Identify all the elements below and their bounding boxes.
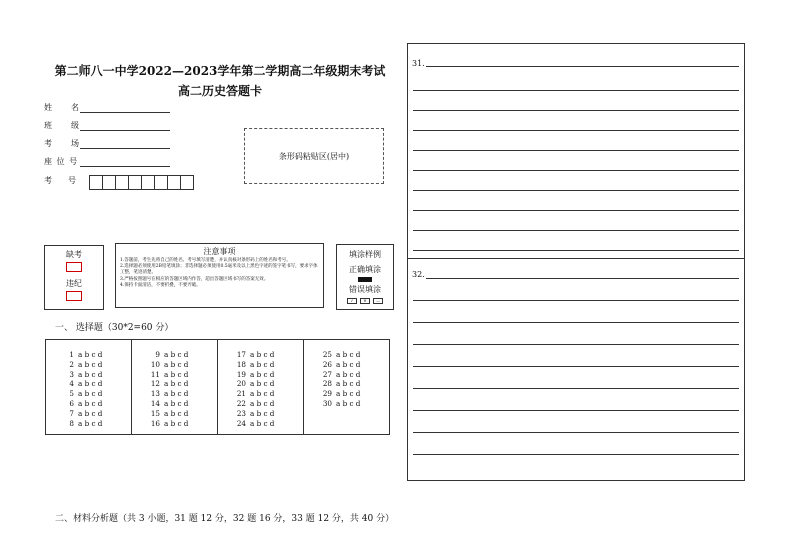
- exam-number-label: 考 号: [44, 176, 76, 185]
- notes-item: 4.保持卡面清洁，不要折叠，不要弄破。: [120, 282, 201, 288]
- room-field[interactable]: [44, 138, 170, 150]
- mc-question-row[interactable]: [318, 350, 389, 360]
- absent-box: [44, 245, 104, 310]
- mc-options[interactable]: a b c d: [78, 369, 103, 379]
- mc-question-row[interactable]: [146, 360, 217, 370]
- wrong-mark-icon: —: [373, 298, 383, 304]
- notes-box: [115, 243, 324, 308]
- section2-title: 二、材料分析题（共 3 小题，31 题 12 分，32 题 16 分，33 题 12 分，共 40 分）: [55, 514, 395, 524]
- mc-question-number: 27: [322, 369, 332, 379]
- mc-question-number: 2: [69, 359, 74, 369]
- section1-title: 一、 选择题（30*2=60 分）: [55, 323, 174, 333]
- notes-item: 3.严格按照题号在相应的答题区域内作答，超出答题区域书写的答案无效。: [120, 276, 269, 282]
- mc-question-number: 29: [322, 389, 332, 399]
- mc-options[interactable]: a b c d: [78, 389, 103, 399]
- mc-question-row[interactable]: [60, 409, 131, 419]
- violation-checkbox[interactable]: [66, 291, 82, 301]
- mc-question-number: 10: [150, 359, 160, 369]
- absent-label: 缺考: [66, 250, 82, 259]
- mc-question-number: 6: [69, 398, 74, 408]
- mc-question-number: 7: [69, 408, 74, 418]
- answer-line[interactable]: [413, 454, 739, 455]
- mc-question-row[interactable]: [146, 399, 217, 409]
- question-divider: [408, 258, 744, 259]
- answer-line[interactable]: [413, 300, 739, 301]
- mc-options[interactable]: a b c d: [164, 389, 189, 399]
- mc-column: [218, 340, 304, 434]
- mc-question-row[interactable]: [232, 360, 303, 370]
- mc-question-row[interactable]: [232, 409, 303, 419]
- mc-question-row[interactable]: [318, 379, 389, 389]
- mc-options[interactable]: a b c d: [78, 418, 103, 428]
- mc-question-row[interactable]: [318, 360, 389, 370]
- class-line[interactable]: [80, 121, 170, 131]
- seat-label: 座 位 号: [44, 157, 79, 166]
- mc-question-number: 26: [322, 359, 332, 369]
- mc-question-number: 14: [150, 398, 160, 408]
- mc-question-row[interactable]: [60, 389, 131, 399]
- mc-question-number: 21: [236, 389, 246, 399]
- absent-checkbox[interactable]: [66, 262, 82, 272]
- mc-question-number: 17: [236, 350, 246, 359]
- mc-options[interactable]: a b c d: [250, 398, 275, 408]
- question-31-label: 31.: [412, 59, 425, 68]
- mc-options[interactable]: a b c d: [78, 408, 103, 418]
- mc-options[interactable]: a b c d: [164, 350, 189, 359]
- correct-fill-label: 正确填涂: [349, 265, 381, 274]
- mc-options[interactable]: a b c d: [250, 359, 275, 369]
- mc-options[interactable]: a b c d: [78, 379, 103, 389]
- mc-question-number: 16: [150, 418, 160, 428]
- notes-item: 2.选择题必须使用2B铅笔填涂；非选择题必须使用0.5毫米及以上黑色字迹的签字笔书写，要求字体工整，笔迹清楚。: [120, 264, 318, 276]
- mc-question-number: 4: [69, 379, 74, 389]
- mc-question-row[interactable]: [232, 399, 303, 409]
- room-label: 考 场: [44, 139, 80, 148]
- answer-line[interactable]: [413, 210, 739, 211]
- mc-question-number: 20: [236, 379, 246, 389]
- mc-options[interactable]: a b c d: [336, 359, 361, 369]
- answer-line[interactable]: [413, 190, 739, 191]
- mc-question-number: 19: [236, 369, 246, 379]
- answer-line[interactable]: [426, 278, 739, 279]
- mc-column: [46, 340, 132, 434]
- answer-line[interactable]: [413, 250, 739, 251]
- mc-question-number: 15: [150, 408, 160, 418]
- answer-line[interactable]: [413, 170, 739, 171]
- mc-options[interactable]: a b c d: [78, 350, 103, 359]
- mc-question-row[interactable]: [232, 389, 303, 399]
- mc-column: [304, 340, 389, 434]
- mc-question-number: 18: [236, 359, 246, 369]
- mc-options[interactable]: a b c d: [164, 408, 189, 418]
- mc-question-number: 1: [69, 350, 74, 359]
- mc-question-row[interactable]: [146, 370, 217, 380]
- exam-number-digit[interactable]: [180, 175, 194, 190]
- mc-options[interactable]: a b c d: [250, 418, 275, 428]
- fill-sample-box: [336, 244, 394, 310]
- mc-question-row[interactable]: [60, 360, 131, 370]
- question-32-label: 32.: [412, 270, 425, 279]
- mc-question-number: 3: [69, 369, 74, 379]
- answer-line[interactable]: [413, 90, 739, 91]
- multiple-choice-grid: [45, 339, 390, 435]
- mc-question-number: 5: [69, 389, 74, 399]
- mc-question-row[interactable]: [60, 350, 131, 360]
- violation-label: 违纪: [66, 279, 82, 288]
- mc-question-number: 13: [150, 389, 160, 399]
- mc-options[interactable]: a b c d: [250, 379, 275, 389]
- mc-question-number: 23: [236, 408, 246, 418]
- exam-number-digit[interactable]: [141, 175, 155, 190]
- answer-line[interactable]: [426, 66, 739, 67]
- mc-question-row[interactable]: [318, 399, 389, 409]
- mc-options[interactable]: a b c d: [336, 369, 361, 379]
- answer-line[interactable]: [413, 432, 739, 433]
- mc-question-number: 28: [322, 379, 332, 389]
- answer-line[interactable]: [413, 150, 739, 151]
- mc-options[interactable]: a b c d: [336, 389, 361, 399]
- mc-options[interactable]: a b c d: [250, 408, 275, 418]
- mc-options[interactable]: a b c d: [164, 379, 189, 389]
- answer-line[interactable]: [413, 130, 739, 131]
- exam-title: 第二师八一中学2022—2023学年第二学期高二年级期末考试: [54, 64, 386, 78]
- notes-item: 1.答题前，考生先将自己的姓名、考号填写清楚，并认真核对条形码上的姓名和考号。: [120, 258, 291, 263]
- mc-question-number: 25: [322, 350, 332, 359]
- mc-question-row[interactable]: [60, 399, 131, 409]
- wrong-mark-icon: ✕: [360, 298, 370, 304]
- answer-area: [407, 43, 745, 481]
- answer-line[interactable]: [413, 110, 739, 111]
- mc-question-row[interactable]: [60, 370, 131, 380]
- mc-question-number: 9: [155, 350, 160, 359]
- mc-question-number: 11: [150, 369, 160, 379]
- room-line[interactable]: [80, 139, 170, 149]
- exam-number-digit[interactable]: [115, 175, 129, 190]
- mc-question-row[interactable]: [60, 379, 131, 389]
- mc-options[interactable]: a b c d: [164, 398, 189, 408]
- answer-line[interactable]: [413, 366, 739, 367]
- wrong-mark-icon: ✓: [347, 298, 357, 304]
- mc-question-row[interactable]: [60, 419, 131, 429]
- mc-options[interactable]: a b c d: [336, 350, 361, 359]
- card-subtitle: 高二历史答题卡: [177, 84, 262, 98]
- mc-question-number: 8: [69, 418, 74, 428]
- mc-question-number: 24: [236, 418, 246, 428]
- answer-line[interactable]: [413, 388, 739, 389]
- mc-question-number: 30: [322, 398, 332, 408]
- mc-question-number: 12: [150, 379, 160, 389]
- name-label: 姓 名: [44, 103, 80, 112]
- answer-line[interactable]: [413, 230, 739, 231]
- mc-question-row[interactable]: [232, 370, 303, 380]
- mc-options[interactable]: a b c d: [250, 350, 275, 359]
- wrong-fill-label: 错误填涂: [349, 285, 381, 294]
- answer-line[interactable]: [413, 322, 739, 323]
- mc-column: [132, 340, 218, 434]
- wrong-fill-marks: [337, 298, 393, 304]
- mc-question-row[interactable]: [146, 389, 217, 399]
- mc-question-row[interactable]: [232, 379, 303, 389]
- mc-options[interactable]: a b c d: [164, 359, 189, 369]
- mc-question-row[interactable]: [146, 419, 217, 429]
- mc-options[interactable]: a b c d: [250, 389, 275, 399]
- fill-sample-heading: 填涂样例: [349, 250, 381, 259]
- mc-question-row[interactable]: [146, 409, 217, 419]
- exam-number-digit[interactable]: [167, 175, 181, 190]
- exam-number-digit[interactable]: [102, 175, 116, 190]
- mc-options[interactable]: a b c d: [164, 418, 189, 428]
- seat-field[interactable]: [44, 156, 170, 168]
- seat-line[interactable]: [80, 157, 170, 167]
- mc-question-row[interactable]: [146, 379, 217, 389]
- mc-question-number: 22: [236, 398, 246, 408]
- barcode-area: 条形码粘贴区(居中): [244, 128, 384, 184]
- mc-question-row[interactable]: [232, 350, 303, 360]
- mc-options[interactable]: a b c d: [336, 398, 361, 408]
- exam-number-digit[interactable]: [128, 175, 142, 190]
- mc-options[interactable]: a b c d: [78, 398, 103, 408]
- mc-question-row[interactable]: [146, 350, 217, 360]
- name-line[interactable]: [80, 103, 170, 113]
- mc-question-row[interactable]: [318, 370, 389, 380]
- mc-options[interactable]: a b c d: [250, 369, 275, 379]
- mc-question-row[interactable]: [318, 389, 389, 399]
- notes-heading: 注意事项: [203, 247, 236, 256]
- mc-question-row[interactable]: [232, 419, 303, 429]
- exam-number-boxes[interactable]: [90, 175, 194, 190]
- answer-line[interactable]: [413, 410, 739, 411]
- mc-options[interactable]: a b c d: [164, 369, 189, 379]
- exam-number-digit[interactable]: [89, 175, 103, 190]
- answer-line[interactable]: [413, 344, 739, 345]
- class-field[interactable]: [44, 120, 170, 132]
- correct-fill-mark: [358, 277, 372, 282]
- class-label: 班 级: [44, 121, 80, 130]
- name-field[interactable]: [44, 102, 170, 114]
- mc-options[interactable]: a b c d: [78, 359, 103, 369]
- mc-options[interactable]: a b c d: [336, 379, 361, 389]
- exam-number-digit[interactable]: [154, 175, 168, 190]
